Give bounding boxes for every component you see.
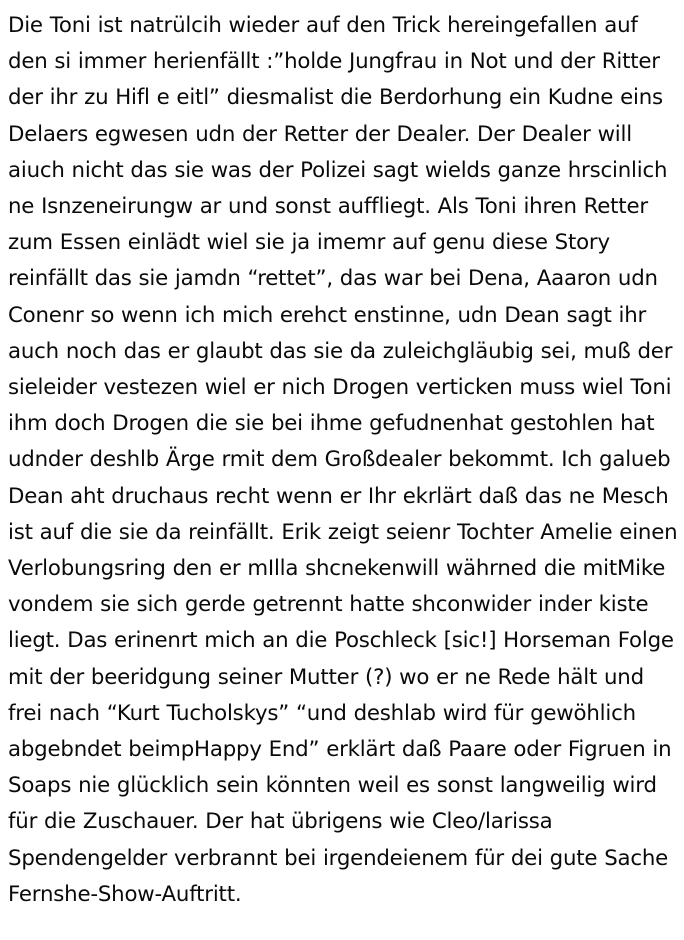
- document-paragraph: Die Toni ist natrülcih wieder auf den Trick hereingefallen auf den si immer herienfällt :”holde Jungfrau in Not und der Ritter der ihr zu Hifl e eitl” diesmalist die Berdorhung ein Kudne eins Delaers egwesen udn der Retter der Dealer. Der Dealer will aiuch nicht das sie was der Polizei sagt wields ganze hrscinlich ne Isnzeneirungw ar und sonst auffliegt. Als Toni ihren Retter zum Essen einlädt wiel sie ja imemr auf genu diese Story reinfällt das sie jamdn “rettet”, das war bei Dena, Aaaron udn Conenr so wenn ich mich erehct enstinne, udn Dean sagt ihr auch noch das er glaubt das sie da zuleichgläubig sei, muß der sieleider vestezen wiel er nich Drogen verticken muss wiel Toni ihm doch Drogen die sie bei ihme gefudnenhat gestohlen hat udnder deshlb Ärge rmit dem Großdealer bekommt. Ich galueb Dean aht druchaus recht wenn er Ihr ekrlärt daß das ne Mesch ist auf die sie da reinfällt. Erik zeigt seienr Tochter Amelie einen Verlobungsring den er mIlla shcnekenwill währned die mitMike vondem sie sich gerde getrennt hatte shconwider inder kiste liegt. Das erinenrt mich an die Poschleck [sic!] Horseman Folge mit der beeridgung seiner Mutter (?) wo er ne Rede hält und frei nach “Kurt Tucholskys” “und deshlab wird für gewöhlich abgebndet beimpHappy End” erklärt daß Paare oder Figruen in Soaps nie glücklich sein könnten weil es sonst langweilig wird für die Zuschauer. Der hat übrigens wie Cleo/larissa Spendengelder verbrannt bei irgendeienem für dei gute Sache Fernshe-Show-Auftritt.: [8, 13, 684, 907]
